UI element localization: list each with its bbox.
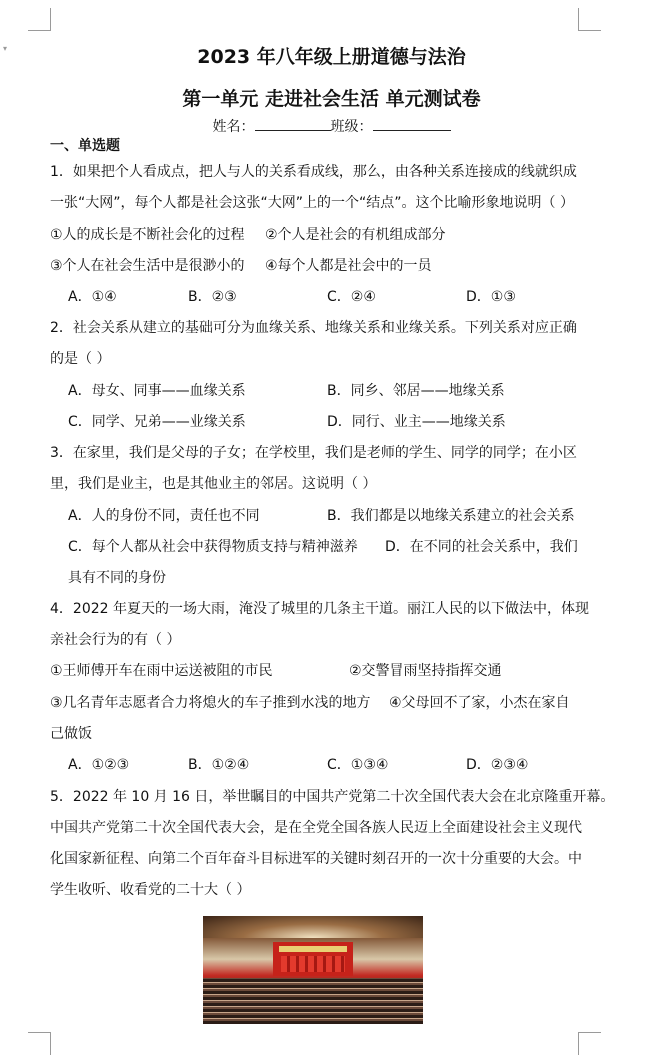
question-4-stem-line-2: 亲社会行为的有（ ） xyxy=(50,632,181,648)
question-1-stem-line-1: 1．如果把个人看成点，把人与人的关系看成线，那么，由各种关系连接成的线就织成 xyxy=(50,164,577,180)
question-4-statement-1: ①王师傅开车在雨中运送被阻的市民 xyxy=(50,663,273,679)
question-4-option-a[interactable]: A．①②③ xyxy=(68,757,130,773)
question-4-option-c[interactable]: C．①③④ xyxy=(327,757,389,773)
question-1-option-c[interactable]: C．②④ xyxy=(327,289,376,305)
question-5-stem-line-4: 学生收听、收看党的二十大（ ） xyxy=(50,882,251,898)
question-4-statement-2: ②交警冒雨坚持指挥交通 xyxy=(349,663,502,679)
question-1-statement-3: ③个人在社会生活中是很渺小的 xyxy=(50,258,245,274)
hall-ceiling xyxy=(203,916,423,938)
question-4-stem-line-1: 4．2022 年夏天的一场大雨，淹没了城里的几条主干道。丽江人民的以下做法中，体现 xyxy=(50,601,589,617)
page-title: 2023 年八年级上册道德与法治 xyxy=(197,46,466,68)
flag-row xyxy=(281,956,345,972)
class-blank[interactable] xyxy=(373,116,451,131)
question-5-stem-line-1: 5．2022 年 10 月 16 日，举世瞩目的中国共产党第二十次全国代表大会在北京隆重开幕。 xyxy=(50,789,615,805)
question-1-option-d[interactable]: D．①③ xyxy=(466,289,516,305)
page-subtitle: 第一单元 走进社会生活 单元测试卷 xyxy=(182,88,481,110)
question-2-option-a[interactable]: A．母女、同事——血缘关系 xyxy=(68,383,246,399)
corner-mark-bottom-right xyxy=(578,1032,601,1055)
question-4-statement-4-continued: 己做饭 xyxy=(50,726,92,742)
question-5-stem-line-3: 化国家新征程、向第二个百年奋斗目标进军的关键时刻召开的一次十分重要的大会。中 xyxy=(50,851,582,867)
question-1-stem-line-2: 一张“大网”，每个人都是社会这张“大网”上的一个“结点”。这个比喻形象地说明（ ） xyxy=(50,195,574,211)
question-2-stem-line-1: 2．社会关系从建立的基础可分为血缘关系、地缘关系和业缘关系。下列关系对应正确 xyxy=(50,320,577,336)
question-3-stem-line-1: 3．在家里，我们是父母的子女；在学校里，我们是老师的学生、同学的同学；在小区 xyxy=(50,445,577,461)
question-5-stem-line-2: 中国共产党第二十次全国代表大会，是在全党全国各族人民迈上全面建设社会主义现代 xyxy=(50,820,582,836)
question-1-statement-2: ②个人是社会的有机组成部分 xyxy=(265,227,446,243)
question-3-stem-line-2: 里，我们是业主，也是其他业主的邻居。这说明（ ） xyxy=(50,476,377,492)
question-3-option-d[interactable]: D．在不同的社会关系中，我们 xyxy=(385,539,578,555)
question-4-statement-3: ③几名青年志愿者合力将熄火的车子推到水浅的地方 xyxy=(50,695,371,711)
question-3-option-b[interactable]: B．我们都是以地缘关系建立的社会关系 xyxy=(327,508,575,524)
question-1-statement-4: ④每个人都是社会中的一员 xyxy=(265,258,432,274)
margin-arrow-icon: ▾ xyxy=(3,44,8,53)
question-2-option-d[interactable]: D．同行、业主——地缘关系 xyxy=(327,414,506,430)
class-label: 班级： xyxy=(330,119,373,135)
question-2-option-c[interactable]: C．同学、兄弟——业缘关系 xyxy=(68,414,246,430)
section-title: 一、单选题 xyxy=(50,138,120,154)
question-4-statement-4: ④父母回不了家，小杰在家自 xyxy=(389,695,570,711)
question-4-option-d[interactable]: D．②③④ xyxy=(466,757,529,773)
stage-banner xyxy=(279,946,347,952)
name-blank[interactable] xyxy=(255,116,331,131)
question-2-option-b[interactable]: B．同乡、邻居——地缘关系 xyxy=(327,383,505,399)
corner-mark-bottom-left xyxy=(28,1032,51,1055)
hall-audience xyxy=(203,978,423,1024)
name-label: 姓名： xyxy=(212,119,255,135)
corner-mark-top-right xyxy=(578,8,601,31)
question-1-statement-1: ①人的成长是不断社会化的过程 xyxy=(50,227,245,243)
corner-mark-top-left xyxy=(28,8,51,31)
question-4-option-b[interactable]: B．①②④ xyxy=(188,757,250,773)
question-3-option-d-continued: 具有不同的身份 xyxy=(68,570,166,586)
question-3-option-c[interactable]: C．每个人都从社会中获得物质支持与精神滋养 xyxy=(68,539,358,555)
congress-hall-photo xyxy=(203,916,423,1024)
name-class-row xyxy=(0,116,663,136)
question-3-option-a[interactable]: A．人的身份不同，责任也不同 xyxy=(68,508,260,524)
question-1-option-a[interactable]: A．①④ xyxy=(68,289,117,305)
question-1-option-b[interactable]: B．②③ xyxy=(188,289,237,305)
question-2-stem-line-2: 的是（ ） xyxy=(50,351,111,367)
